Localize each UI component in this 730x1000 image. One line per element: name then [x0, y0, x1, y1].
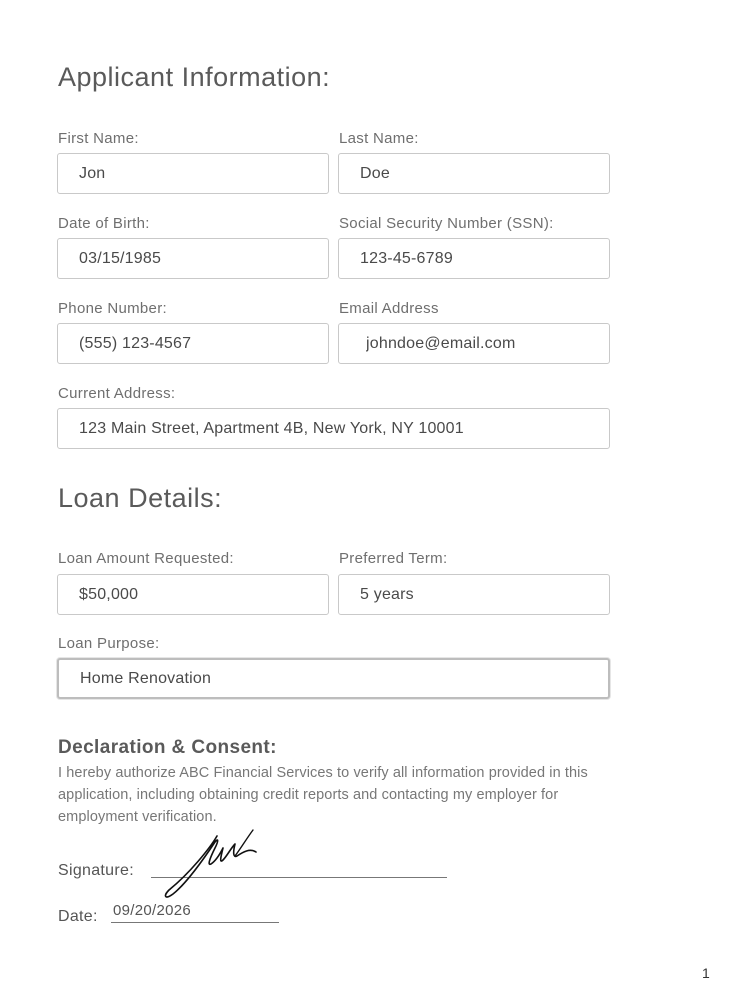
- last-name-label: Last Name:: [339, 130, 419, 147]
- first-name-field[interactable]: [57, 153, 329, 194]
- signature-label: Signature:: [58, 862, 134, 879]
- declaration-title: Declaration & Consent:: [58, 737, 277, 758]
- address-field[interactable]: [57, 408, 610, 449]
- last-name-field[interactable]: [338, 153, 610, 194]
- ssn-field[interactable]: [338, 238, 610, 279]
- ssn-label: Social Security Number (SSN):: [339, 215, 554, 232]
- phone-field[interactable]: [57, 323, 329, 364]
- loan-section-title: Loan Details:: [58, 483, 223, 513]
- email-field[interactable]: [338, 323, 610, 364]
- email-label: Email Address: [339, 300, 439, 317]
- loan-purpose-label: Loan Purpose:: [58, 635, 160, 652]
- loan-amount-label: Loan Amount Requested:: [58, 550, 234, 567]
- date-value[interactable]: 09/20/2026: [113, 902, 192, 919]
- page-number: 1: [702, 965, 710, 981]
- date-label: Date:: [58, 908, 98, 925]
- phone-label: Phone Number:: [58, 300, 167, 317]
- preferred-term-field[interactable]: [338, 574, 610, 615]
- loan-amount-field[interactable]: [57, 574, 329, 615]
- declaration-text: I hereby authorize ABC Financial Services to verify all information provided in this application, including obtaining credit reports and contacting my employer for employment verification.: [58, 765, 588, 825]
- date-line: [111, 922, 279, 923]
- first-name-label: First Name:: [58, 130, 139, 147]
- preferred-term-label: Preferred Term:: [339, 550, 448, 567]
- loan-purpose-field[interactable]: [57, 658, 610, 699]
- applicant-section-title: Applicant Information:: [58, 62, 331, 92]
- dob-field[interactable]: [57, 238, 329, 279]
- dob-label: Date of Birth:: [58, 215, 150, 232]
- signature-scribble: [155, 828, 270, 900]
- address-label: Current Address:: [58, 385, 176, 402]
